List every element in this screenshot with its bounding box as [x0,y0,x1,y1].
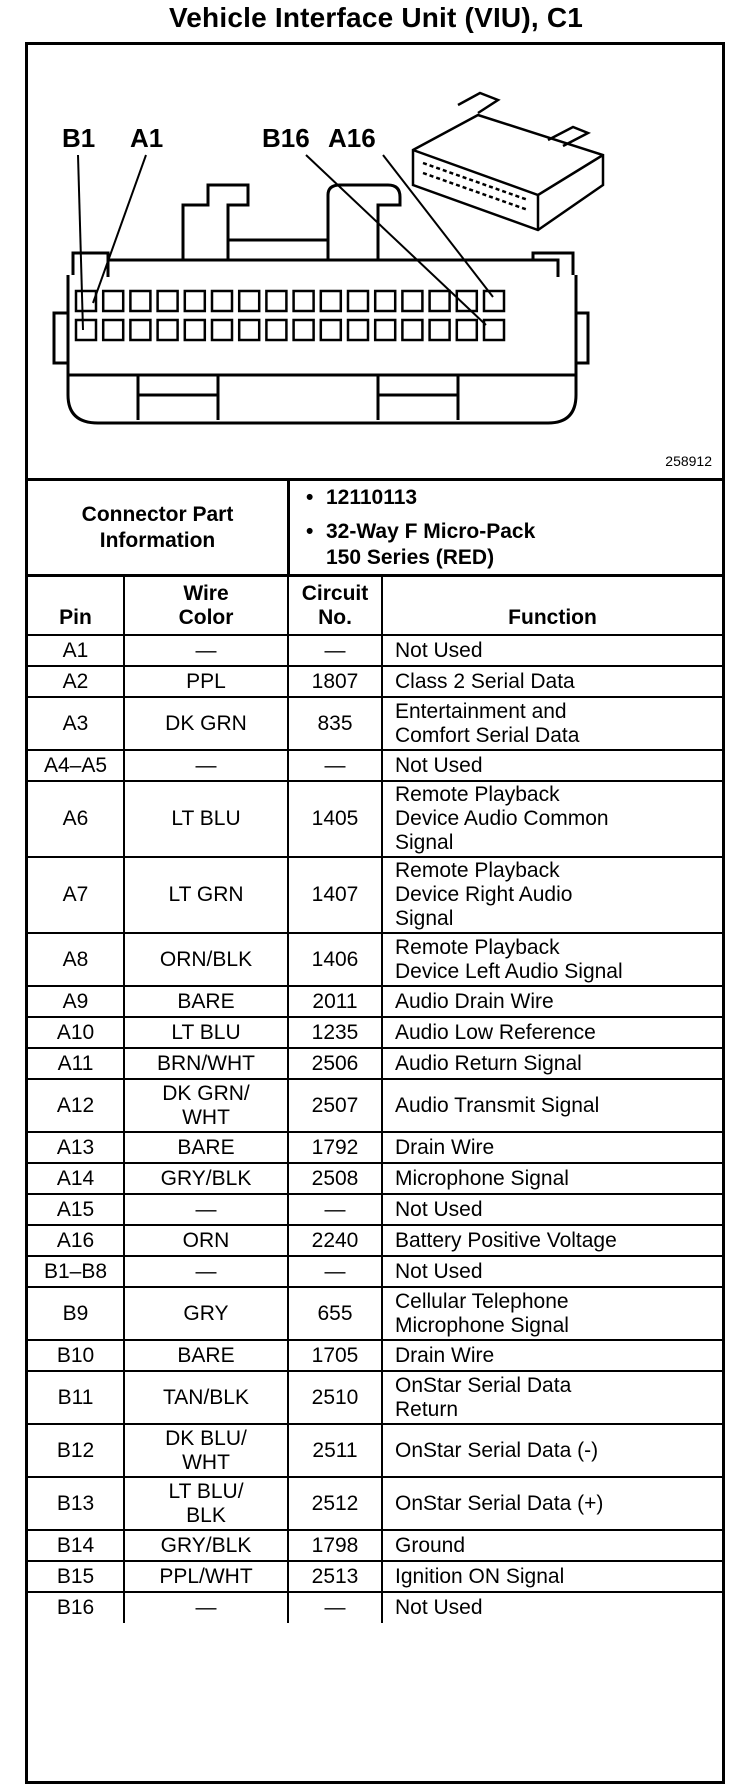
wire-color-cell [124,1163,288,1194]
function-text: Ignition ON Signal [395,1564,565,1588]
wire-color-text: PPL/WHT [159,1564,253,1588]
function-cell [382,1194,722,1225]
header-circuit-line1: Circuit [301,582,369,605]
pin-cavity [212,291,232,311]
wire-color-text: GRY [183,1301,229,1325]
function-text: Not Used [395,1259,483,1283]
function-text: Remote Playback [395,935,560,959]
connector-drawing [28,45,722,478]
table-row [28,1561,722,1592]
function-text: Battery Positive Voltage [395,1228,617,1252]
part-info-label [28,481,290,574]
pin-cell: A12 [28,1079,124,1132]
pin-cavity [348,320,368,340]
function-text: Microphone Signal [395,1313,569,1337]
pin-cavity [185,291,205,311]
circuit-cell: 1405 [288,781,382,857]
function-cell [382,1017,722,1048]
function-text: OnStar Serial Data (-) [395,1438,599,1462]
function-text: Ground [395,1533,466,1557]
table-row [28,1530,722,1561]
wire-color-text: ORN/BLK [159,947,253,971]
pin-cavity [348,291,368,311]
part-info-label-line1: Connector Part [81,502,234,526]
table-row [28,1132,722,1163]
function-cell [382,933,722,986]
pin-cell: A3 [28,697,124,750]
function-text: Not Used [395,638,483,662]
function-text: Entertainment and [395,699,567,723]
pin-cavity [103,291,123,311]
function-cell [382,697,722,750]
pin-cavity [158,320,178,340]
circuit-cell: 1792 [288,1132,382,1163]
connector-3d-view [413,93,603,230]
pin-cell: A16 [28,1225,124,1256]
header-wire-line1: Wire [183,582,229,605]
a1-label: A1 [130,123,164,153]
header-wire-color [124,577,288,635]
left-key-slot [138,375,218,420]
pin-cavity [402,320,422,340]
pin-cavity [375,320,395,340]
circuit-cell: 2510 [288,1371,382,1424]
wire-color-cell [124,986,288,1017]
function-text: Not Used [395,1596,483,1619]
pin-cavities [76,291,504,340]
circuit-cell: 1407 [288,857,382,933]
circuit-cell: 2506 [288,1048,382,1079]
wire-color-cell [124,1592,288,1623]
part-description-line2: 150 Series (RED) [326,546,495,569]
pin-cavity [484,320,504,340]
function-text: Not Used [395,753,483,777]
pin-cavity [321,291,341,311]
wire-color-cell [124,933,288,986]
circuit-cell: 1406 [288,933,382,986]
header-wire-line2: Color [178,606,234,629]
wire-color-text: BARE [177,1135,235,1159]
function-text: Drain Wire [395,1135,495,1159]
pin-cell: A13 [28,1132,124,1163]
function-cell [382,1340,722,1371]
pin-rows [28,635,722,1623]
function-cell [382,1225,722,1256]
wire-color-cell [124,1424,288,1477]
function-cell [382,781,722,857]
pin-cell: B10 [28,1340,124,1371]
pin-cavity [130,291,150,311]
header-circuit-no [288,577,382,635]
pin-cell: B16 [56,1596,95,1619]
table-row [28,933,722,986]
function-text: OnStar Serial Data [395,1373,572,1397]
function-cell [382,1079,722,1132]
pin-cavity [103,320,123,340]
table-row [28,1256,722,1287]
function-cell [382,1048,722,1079]
wire-color-text: — [195,638,217,662]
a16-leader [383,155,493,297]
pin-cell: A10 [28,1017,124,1048]
wire-color-text: GRY/BLK [160,1166,252,1190]
function-text: Microphone Signal [395,1166,569,1190]
part-info-label-line2: Information [99,528,216,552]
function-text: Device Audio Common [395,807,609,830]
pin-cavity [375,291,395,311]
table-row [28,1225,722,1256]
pin-cell: A9 [28,986,124,1017]
wire-color-cell [124,1256,288,1287]
pin-cavity [430,320,450,340]
wire-color-cell [124,1371,288,1424]
function-text: Cellular Telephone [395,1289,569,1313]
header-function: Function [382,577,722,635]
table-row [28,1424,722,1477]
function-cell [382,1477,722,1530]
wire-color-cell [124,1194,288,1225]
function-cell [382,1530,722,1561]
pin-cavity [457,320,477,340]
table-row [28,1079,722,1132]
wire-color-cell [124,666,288,697]
function-cell [382,1561,722,1592]
wire-color-cell [124,1477,288,1530]
circuit-cell: — [288,635,382,666]
wire-color-text: TAN/BLK [163,1385,249,1409]
function-text: Remote Playback [395,859,560,882]
function-cell [382,666,722,697]
right-tab [576,313,588,363]
circuit-cell: — [288,1256,382,1287]
table-row [28,1163,722,1194]
function-cell [382,1424,722,1477]
pin-cell: A14 [28,1163,124,1194]
wire-color-text: — [195,1259,217,1283]
pin-cavity [76,320,96,340]
wire-color-text: BARE [177,1343,235,1367]
wire-color-cell [124,1048,288,1079]
circuit-cell: 1807 [288,666,382,697]
table-row [28,635,722,666]
function-cell [382,857,722,933]
pin-cell: A15 [28,1194,124,1225]
wire-color-cell [124,635,288,666]
wire-color-text: LT BLU [171,807,241,830]
function-cell [382,635,722,666]
table-row [28,666,722,697]
pin-cell: A8 [28,933,124,986]
pin-cavity [239,291,259,311]
pin-cell: B14 [28,1530,124,1561]
wire-color-text: DK GRN [165,711,247,735]
wire-color-text: — [195,1197,217,1221]
pin-cell: B15 [28,1561,124,1592]
wire-color-cell [124,1079,288,1132]
function-text: Remote Playback [395,783,560,806]
function-text: Audio Transmit Signal [395,1093,600,1117]
circuit-cell: 655 [288,1287,382,1340]
pin-table [28,577,722,1623]
function-text: Signal [395,907,454,930]
function-cell [382,1287,722,1340]
pin-cavity [294,320,314,340]
wire-color-text: ORN [182,1228,230,1252]
wire-color-text: WHT [182,1450,230,1474]
wire-color-cell [124,1287,288,1340]
table-row [28,857,722,933]
function-cell [382,1132,722,1163]
left-tab [54,313,68,363]
pin-cavity [212,320,232,340]
pin-cavity [130,320,150,340]
circuit-cell: 1235 [288,1017,382,1048]
wire-color-cell [124,1561,288,1592]
circuit-cell: 835 [288,697,382,750]
connector-part-info [28,481,722,577]
pin-cell: A2 [28,666,124,697]
function-text: Audio Low Reference [395,1020,596,1044]
wire-color-text: DK BLU/ [165,1426,247,1450]
pin-cavity [402,291,422,311]
function-text: Signal [395,831,454,854]
wire-color-cell [124,857,288,933]
circuit-cell: 2507 [288,1079,382,1132]
part-number: • 12110113 [290,485,720,511]
pin-cavity [294,291,314,311]
table-row [28,1194,722,1225]
function-text: Class 2 Serial Data [395,669,575,693]
a1-leader [93,155,146,303]
pin-cavity [430,291,450,311]
table-row [28,1017,722,1048]
wire-color-cell [124,1225,288,1256]
pin-cell: B12 [28,1424,124,1477]
pin-cell: A4–A5 [28,750,124,781]
pin-cavity [321,320,341,340]
table-row [28,750,722,781]
wire-color-cell [124,1530,288,1561]
wire-color-cell [124,1017,288,1048]
function-text: Drain Wire [395,1343,495,1367]
pin-cell: B1–B8 [28,1256,124,1287]
pin-cell: A11 [28,1048,124,1079]
connector-top [73,253,573,277]
function-cell [382,1256,722,1287]
wire-color-cell [124,1132,288,1163]
figure-number: 258912 [665,453,712,469]
function-cell [382,750,722,781]
b1-label: B1 [62,123,96,153]
header-circuit-line2: No. [318,606,352,629]
pin-cavity [266,320,286,340]
function-cell [382,986,722,1017]
table-row [28,1048,722,1079]
pin-cell: A1 [28,635,124,666]
circuit-cell: — [288,1194,382,1225]
function-text: Not Used [395,1197,483,1221]
pin-cavity [158,291,178,311]
connector-diagram [28,45,722,481]
wire-color-text: BARE [177,989,235,1013]
connector-sheet [25,42,725,1784]
circuit-cell: 2011 [288,986,382,1017]
wire-color-text: LT BLU [171,1020,241,1044]
table-row [28,1371,722,1424]
function-cell [382,1371,722,1424]
right-key-slot [378,375,458,420]
circuit-cell: — [288,1592,382,1623]
wire-color-text: BLK [186,1503,226,1527]
function-text: Device Right Audio [395,883,573,906]
wire-color-text: LT GRN [168,883,244,906]
circuit-cell: 1705 [288,1340,382,1371]
table-row [28,1287,722,1340]
wire-color-text: WHT [182,1105,230,1129]
part-info-values [290,485,720,571]
pin-cavity [185,320,205,340]
header-pin: Pin [28,577,124,635]
page-title: Vehicle Interface Unit (VIU), C1 [168,2,584,33]
a16-label: A16 [328,123,376,153]
wire-color-cell [124,1340,288,1371]
circuit-cell: — [288,750,382,781]
wire-color-text: DK GRN/ [162,1081,250,1105]
function-cell [382,1163,722,1194]
pin-cavity [484,291,504,311]
wire-color-text: PPL [186,669,226,693]
left-latch [183,185,248,260]
function-text: Device Left Audio Signal [395,959,623,983]
part-description [290,519,720,571]
part-description-line1: 32-Way F Micro-Pack [326,520,536,543]
pin-cell: A7 [28,857,124,933]
right-latch [328,185,400,260]
table-row [28,1592,722,1623]
pin-cell: B11 [28,1371,124,1424]
table-row [28,986,722,1017]
b16-label: B16 [262,123,310,153]
pin-cell: A6 [28,781,124,857]
function-text: Audio Drain Wire [395,989,554,1013]
function-text: OnStar Serial Data (+) [395,1491,604,1515]
circuit-cell: 2240 [288,1225,382,1256]
pin-cell: B9 [28,1287,124,1340]
circuit-cell: 1798 [288,1530,382,1561]
circuit-cell: 2511 [288,1424,382,1477]
circuit-cell: 2513 [288,1561,382,1592]
function-text: Comfort Serial Data [395,723,580,747]
table-row [28,1477,722,1530]
wire-color-cell [124,750,288,781]
table-row [28,697,722,750]
pin-cavity [266,291,286,311]
wire-color-text: LT BLU/ [168,1479,244,1503]
wire-color-text: — [195,753,217,777]
pin-cell: B13 [28,1477,124,1530]
circuit-cell: 2508 [288,1163,382,1194]
function-cell [382,1592,722,1623]
table-row [28,781,722,857]
circuit-cell: 2512 [288,1477,382,1530]
wire-color-cell [124,781,288,857]
wire-color-text: — [195,1596,217,1619]
wire-color-text: GRY/BLK [160,1533,252,1557]
function-text: Audio Return Signal [395,1051,582,1075]
wire-color-cell [124,697,288,750]
pin-cavity [239,320,259,340]
function-text: Return [395,1397,459,1421]
wire-color-text: BRN/WHT [157,1051,255,1075]
table-row [28,1340,722,1371]
